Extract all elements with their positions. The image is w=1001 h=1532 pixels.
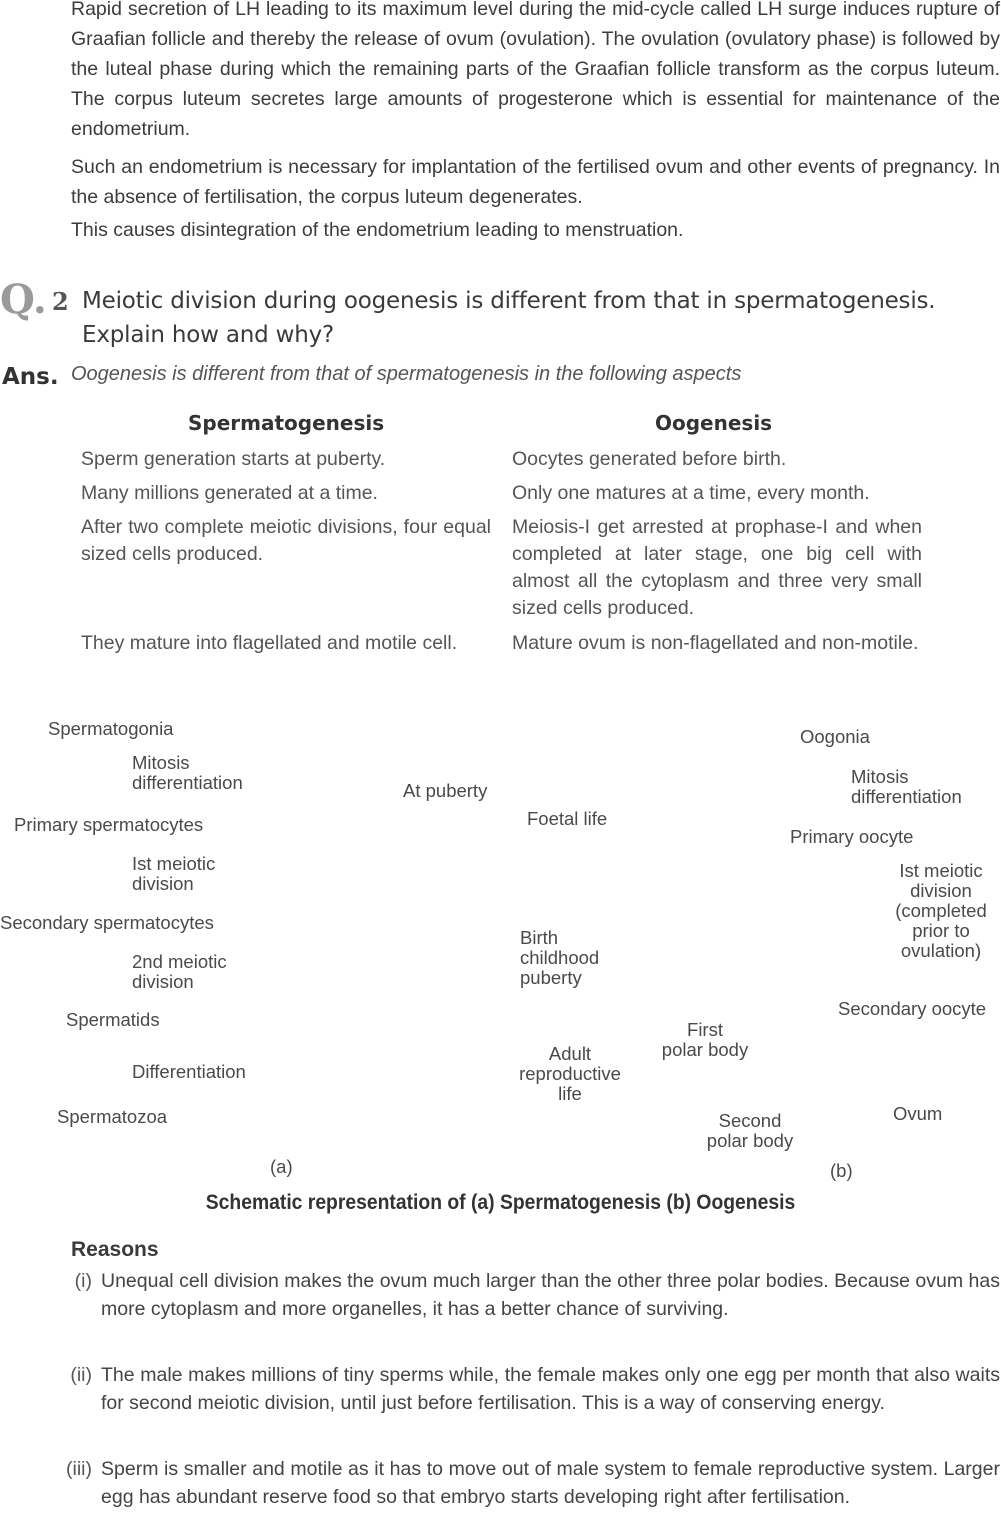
- question-number: 2: [52, 287, 69, 316]
- reason-text: Sperm is smaller and motile as it has to move out of male system to female reproductive system. Larger egg has abundant reserve food so that embryo starts developing right after fertilisation.: [101, 1458, 1000, 1508]
- table-cell: Mature ovum is non-flagellated and non-motile.: [512, 632, 919, 654]
- label-primary-spermatocytes: Primary spermatocytes: [14, 814, 204, 835]
- label-ovum: Ovum: [893, 1103, 943, 1124]
- intro-paragraph-3: This causes disintegration of the endometrium leading to menstruation.: [71, 219, 684, 241]
- label-sperm-mitosis: Mitosis differentiation: [132, 752, 243, 793]
- figure-caption: Schematic representation of (a) Spermatogenesis (b) Oogenesis: [205, 1191, 796, 1214]
- table-header-spermatogenesis: Spermatogenesis: [188, 411, 385, 435]
- reason-text: Unequal cell division makes the ovum much larger than the other three polar bodies. Because ovum has more cytoplasm and more organelles, it has a better chance of surviving.: [101, 1270, 1000, 1320]
- answer-intro: Oogenesis is different from that of spermatogenesis in the following aspects: [71, 363, 742, 385]
- label-primary-oocyte: Primary oocyte: [790, 826, 914, 847]
- table-cell: Many millions generated at a time.: [81, 482, 378, 504]
- intro-paragraph-2: Such an endometrium is necessary for implantation of the fertilised ovum and other events of pregnancy. In the absence of fertilisation, the corpus luteum degenerates.: [71, 156, 1000, 208]
- label-at-puberty: At puberty: [403, 780, 488, 801]
- intro-paragraph-1: Rapid secretion of LH leading to its maximum level during the mid-cycle called LH surge induces rupture of Graafian follicle and thereby the release of ovum (ovulation). The ovulation (ovulatory phase) is followed by the luteal phase during which the remaining parts of the Graafian follicle transform as the corpus luteum. The corpus luteum secretes large amounts of progesterone which is essential for maintenance of the endometrium.: [71, 0, 1000, 140]
- reason-number: (ii): [70, 1364, 92, 1386]
- label-secondary-oocyte: Secondary oocyte: [838, 998, 987, 1019]
- label-figure-b: (b): [830, 1160, 853, 1181]
- question-text: Meiotic division during oogenesis is different from that in spermatogenesis. Explain how and why?: [82, 288, 936, 348]
- label-birth-childhood-puberty: Birth childhood puberty: [520, 927, 600, 988]
- label-figure-a: (a): [270, 1156, 293, 1177]
- label-spermatozoa: Spermatozoa: [57, 1106, 168, 1127]
- label-oo-mitosis: Mitosis differentiation: [851, 766, 962, 807]
- reason-text: The male makes millions of tiny sperms while, the female makes only one egg per month that also waits for second meiotic division, until just before fertilisation. This is a way of conserving energy.: [101, 1364, 1000, 1414]
- reasons-title: Reasons: [71, 1238, 159, 1261]
- label-oo-meiosis-1: Ist meiotic division (completed prior to ovulation): [895, 860, 987, 961]
- label-second-polar-body: Second polar body: [706, 1110, 794, 1151]
- reason-number: (iii): [66, 1458, 92, 1480]
- label-spermatids: Spermatids: [66, 1009, 160, 1030]
- question-mark: Q.: [0, 276, 47, 323]
- label-differentiation: Differentiation: [132, 1061, 246, 1082]
- reason-number: (i): [74, 1270, 92, 1292]
- table-cell: They mature into flagellated and motile cell.: [81, 632, 458, 654]
- label-adult-reproductive-life: Adult reproductive life: [519, 1043, 621, 1104]
- label-sperm-meiosis-2: 2nd meiotic division: [132, 951, 227, 992]
- table-cell: Meiosis-I get arrested at prophase-I and when completed at later stage, one big cell with almost all the cytoplasm and three very small sized cells produced.: [512, 516, 922, 619]
- label-first-polar-body: First polar body: [661, 1019, 749, 1060]
- label-foetal-life: Foetal life: [527, 808, 608, 829]
- label-spermatogonia: Spermatogonia: [48, 718, 174, 739]
- label-secondary-spermatocytes: Secondary spermatocytes: [0, 912, 214, 933]
- table-cell: Oocytes generated before birth.: [512, 448, 787, 470]
- label-oogonia: Oogonia: [800, 726, 870, 747]
- answer-label: Ans.: [2, 364, 59, 390]
- table-cell: Only one matures at a time, every month.: [512, 482, 870, 504]
- table-header-oogenesis: Oogenesis: [655, 411, 773, 435]
- table-cell: Sperm generation starts at puberty.: [81, 448, 386, 470]
- table-cell: After two complete meiotic divisions, four equal sized cells produced.: [81, 516, 491, 565]
- label-sperm-meiosis-1: Ist meiotic division: [132, 853, 216, 894]
